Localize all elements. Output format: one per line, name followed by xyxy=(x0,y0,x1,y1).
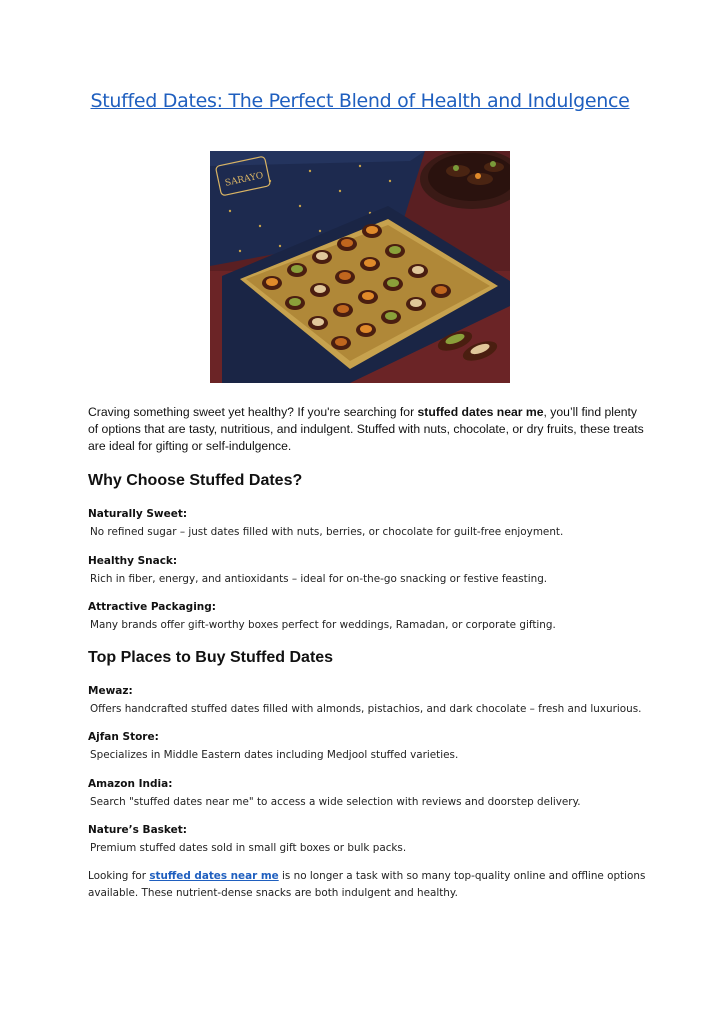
benefit-label: Healthy Snack: xyxy=(88,555,178,567)
store-item xyxy=(88,731,648,761)
page-title: Stuffed Dates: The Perfect Blend of Health and Indulgence xyxy=(90,90,630,112)
date-filling xyxy=(266,278,278,286)
date-filling xyxy=(291,265,303,273)
date-filling xyxy=(366,226,378,234)
benefit-item xyxy=(88,508,648,538)
benefit-item xyxy=(88,555,648,585)
date-filling xyxy=(412,266,424,274)
benefit-desc: No refined sugar – just dates filled with nuts, berries, or chocolate for guilt-free enjoyment. xyxy=(90,526,564,538)
store-item xyxy=(88,685,648,715)
store-item xyxy=(88,778,648,808)
store-desc: Specializes in Middle Eastern dates including Medjool stuffed varieties. xyxy=(90,749,459,761)
date-filling xyxy=(387,279,399,287)
section-heading-why: Why Choose Stuffed Dates? xyxy=(88,472,303,489)
benefit-label: Naturally Sweet: xyxy=(88,508,188,520)
benefit-desc: Rich in fiber, energy, and antioxidants – ideal for on-the-go snacking or festive feasting. xyxy=(90,573,548,585)
store-item xyxy=(88,824,648,854)
intro-paragraph xyxy=(88,404,648,455)
benefit-item xyxy=(88,601,648,631)
date-filling xyxy=(337,305,349,313)
date-filling xyxy=(314,285,326,293)
store-label: Mewaz: xyxy=(88,685,133,697)
date-filling xyxy=(389,246,401,254)
outro-text-start: Looking for xyxy=(88,870,150,882)
date-filling xyxy=(385,312,397,320)
closing-paragraph xyxy=(88,868,648,902)
store-label: Amazon India: xyxy=(88,778,173,790)
brand-logo: SARAYO xyxy=(224,170,265,189)
section-heading-places: Top Places to Buy Stuffed Dates xyxy=(88,649,334,666)
date-filling xyxy=(435,286,447,294)
outro-text-end: is no longer a task with so many top-quality online and offline options available. These nutrient-dense snacks are both indulgent and healthy. xyxy=(88,870,646,899)
benefit-label: Attractive Packaging: xyxy=(88,601,216,613)
date-filling xyxy=(312,318,324,326)
store-desc: Premium stuffed dates sold in small gift boxes or bulk packs. xyxy=(90,842,407,854)
hero-image xyxy=(210,151,510,383)
store-label: Ajfan Store: xyxy=(88,731,159,743)
store-desc: Search "stuffed dates near me" to access a wide selection with reviews and doorstep delivery. xyxy=(90,796,581,808)
intro-text-end: , you’ll find plenty of options that are tasty, nutritious, and indulgent. Stuffed with nuts, chocolate, or dry fruits, these treats are ideal for gifting or self-indulgence. xyxy=(88,405,644,453)
date-filling xyxy=(364,259,376,267)
intro-keyword: stuffed dates near me xyxy=(417,405,544,419)
store-label: Nature’s Basket: xyxy=(88,824,187,836)
stuffed-dates-link[interactable]: stuffed dates near me xyxy=(149,870,279,882)
store-desc: Offers handcrafted stuffed dates filled with almonds, pistachios, and dark chocolate – fresh and luxurious. xyxy=(90,703,642,715)
date-filling xyxy=(289,298,301,306)
date-filling xyxy=(316,252,328,260)
date-filling xyxy=(341,239,353,247)
date-filling xyxy=(410,299,422,307)
date-filling xyxy=(339,272,351,280)
date-filling xyxy=(335,338,347,346)
date-filling xyxy=(362,292,374,300)
date-filling xyxy=(360,325,372,333)
intro-text-start: Craving something sweet yet healthy? If you're searching for xyxy=(88,405,418,419)
benefit-desc: Many brands offer gift-worthy boxes perfect for weddings, Ramadan, or corporate gifting. xyxy=(90,619,556,631)
